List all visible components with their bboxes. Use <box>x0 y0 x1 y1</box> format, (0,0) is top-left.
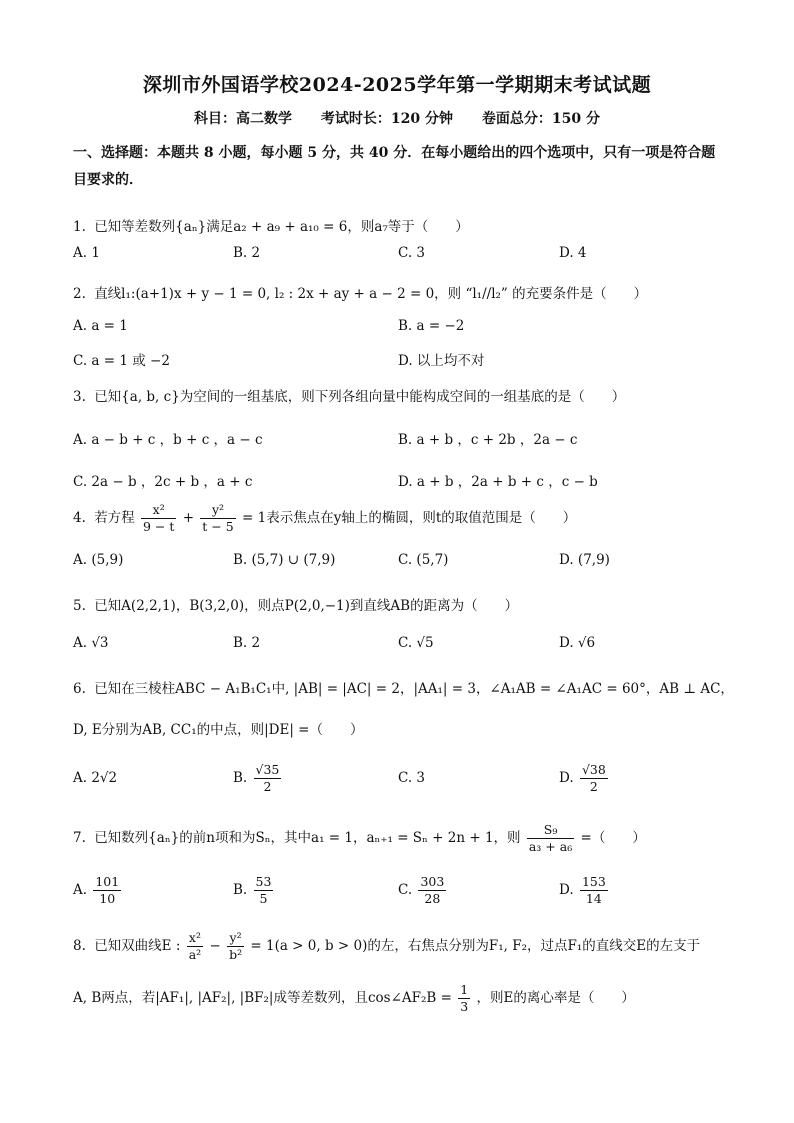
question-stem-post: = 1(a > 0, b > 0)的左，右焦点分别为F₁, F₂，过点F₁的直线交E的左支于 <box>250 938 701 954</box>
fraction-denominator: a² <box>188 947 202 962</box>
question-stem-line2-post: ，则E的离心率是（ ） <box>476 990 635 1006</box>
fraction-denominator: t − 5 <box>202 519 234 534</box>
question-stem-line2-pre: A, B两点，若|AF₁|, |AF₂|, |BF₂|成等差数列，且cos∠AF₂B = <box>73 990 452 1006</box>
question-stem-pre: 已知双曲线E : <box>94 938 181 954</box>
question-number: 7. <box>73 830 86 846</box>
fraction-numerator: S₉ <box>527 822 574 839</box>
fraction <box>254 874 274 907</box>
fraction-denominator: 2 <box>263 779 272 794</box>
question-number: 8. <box>73 938 86 954</box>
subject-label: 科目：高二数学 <box>194 111 293 127</box>
fraction-x <box>141 502 176 535</box>
option-b: B. 2 <box>233 635 261 651</box>
option-d: D. (7,9) <box>559 552 610 568</box>
question-stem-post: =（ ） <box>580 830 646 846</box>
option-c: C. a = 1 或 −2 <box>73 353 170 369</box>
question-6-options <box>73 762 723 802</box>
fraction <box>418 874 446 907</box>
question-3-options-row1 <box>73 428 723 448</box>
question-8-line2 <box>73 982 723 1015</box>
fraction-numerator: 153 <box>581 874 606 889</box>
option-c: C. (5,7) <box>398 552 449 568</box>
option-b <box>233 874 275 907</box>
option-a <box>73 874 123 907</box>
option-d <box>559 874 610 907</box>
option-d: D. 4 <box>559 245 587 261</box>
question-3-options-row2 <box>73 470 723 490</box>
question-3 <box>73 385 723 405</box>
fraction <box>580 874 608 907</box>
fraction-y <box>200 502 235 535</box>
question-number: 1. <box>73 219 86 235</box>
fraction-numerator: y² <box>227 930 244 947</box>
question-4 <box>73 502 723 535</box>
option-b <box>233 762 283 795</box>
fraction-numerator: 303 <box>420 874 445 889</box>
fraction-denominator: 10 <box>99 891 116 906</box>
option-b: B. 2 <box>233 245 261 261</box>
question-stem: 直线l₁:(a+1)x + y − 1 = 0, l₂ : 2x + ay + a − 2 = 0，则 “l₁//l₂” 的充要条件是（ ） <box>94 286 648 302</box>
question-2-options-row2 <box>73 349 723 369</box>
question-number: 2. <box>73 286 86 302</box>
fraction <box>93 874 121 907</box>
option-a: A. 1 <box>73 245 100 261</box>
option-label: D. <box>559 882 574 898</box>
option-a: A. (5,9) <box>73 552 124 568</box>
question-stem: 已知在三棱柱ABC − A₁B₁C₁中, |AB| = |AC| = 2，|AA₁| = 3，∠A₁AB = ∠A₁AC = 60°，AB ⊥ AC， <box>94 681 734 697</box>
fraction-numerator: x² <box>141 502 176 519</box>
fraction-numerator: x² <box>187 930 203 947</box>
option-b: B. a = −2 <box>398 318 465 334</box>
question-stem: 已知A(2,2,1)，B(3,2,0)，则点P(2,0,−1)到直线AB的距离为（ ） <box>94 598 519 614</box>
question-7 <box>73 822 723 855</box>
option-label: B. <box>233 882 248 898</box>
fraction-denominator: b² <box>229 947 243 962</box>
fraction-denominator: a₃ + a₆ <box>528 839 573 854</box>
option-c: C. 3 <box>398 770 426 786</box>
question-number: 6. <box>73 681 86 697</box>
option-a: A. 2√2 <box>73 770 118 786</box>
option-b: B. a + b ，c + 2b ，2a − c <box>398 432 578 448</box>
question-number: 3. <box>73 389 86 405</box>
minus-sign: − <box>209 938 221 954</box>
question-1 <box>73 215 723 235</box>
question-stem-pre: 若方程 <box>94 510 135 526</box>
question-stem-pre: 已知数列{aₙ}的前n项和为Sₙ，其中a₁ = 1，aₙ₊₁ = Sₙ + 2n + 1，则 <box>94 830 521 846</box>
option-c: C. 2a − b ，2c + b ，a + c <box>73 474 253 490</box>
question-8 <box>73 930 723 963</box>
option-d: D. a + b ，2a + b + c ，c − b <box>398 474 598 490</box>
fraction <box>527 822 574 855</box>
question-4-options <box>73 552 723 572</box>
question-7-options <box>73 874 723 914</box>
option-c: C. √5 <box>398 635 434 651</box>
fraction-numerator: 101 <box>95 874 120 889</box>
question-2-options-row1 <box>73 318 723 338</box>
fraction-numerator: √38 <box>581 762 606 777</box>
fraction-y <box>227 930 244 963</box>
duration-label: 考试时长：120 分钟 <box>320 111 453 127</box>
fraction-numerator: y² <box>200 502 235 519</box>
question-number: 5. <box>73 598 86 614</box>
fraction-denominator: 14 <box>585 891 602 906</box>
fraction-numerator: 1 <box>460 982 469 997</box>
fraction <box>254 762 282 795</box>
question-stem-post: = 1表示焦点在y轴上的椭圆，则t的取值范围是（ ） <box>242 510 577 526</box>
option-d: D. 以上均不对 <box>398 353 485 369</box>
page-title: 深圳市外国语学校2024-2025学年第一学期期末考试试题 <box>142 74 652 96</box>
question-number: 4. <box>73 510 86 526</box>
fraction-numerator: 53 <box>255 874 272 889</box>
plus-sign: + <box>182 510 194 526</box>
option-a: A. a = 1 <box>73 318 128 334</box>
option-d <box>559 762 610 795</box>
question-6-line2 <box>73 718 723 738</box>
option-c <box>398 874 448 907</box>
question-stem: 已知等差数列{aₙ}满足a₂ + a₉ + a₁₀ = 6，则a₇等于（ ） <box>94 219 469 235</box>
fraction-denominator: 9 − t <box>142 519 175 534</box>
fraction-denominator: 2 <box>589 779 598 794</box>
question-1-options <box>73 245 723 265</box>
option-d: D. √6 <box>559 635 596 651</box>
option-b: B. (5,7) ∪ (7,9) <box>233 552 336 568</box>
question-stem-line2: D, E分别为AB, CC₁的中点，则|DE| =（ ） <box>73 722 364 738</box>
fraction-numerator: √35 <box>255 762 280 777</box>
fraction <box>458 982 470 1015</box>
fraction-denominator: 5 <box>259 891 268 906</box>
question-2 <box>73 282 723 302</box>
option-label: D. <box>559 770 574 786</box>
option-a: A. √3 <box>73 635 109 651</box>
fraction <box>580 762 608 795</box>
question-6 <box>73 677 734 697</box>
option-label: B. <box>233 770 248 786</box>
fraction-denominator: 28 <box>424 891 441 906</box>
question-5-options <box>73 635 723 655</box>
section-heading: 一、选择题：本题共 8 小题，每小题 5 分，共 40 分．在每小题给出的四个选项中，只有一项是符合题目要求的． <box>73 145 716 188</box>
fraction-denominator: 3 <box>460 999 469 1014</box>
option-a: A. a − b + c ，b + c ，a − c <box>73 432 263 448</box>
total-score-label: 卷面总分：150 分 <box>481 111 600 127</box>
question-stem: 已知{a, b, c}为空间的一组基底，则下列各组向量中能构成空间的一组基底的是（ ） <box>94 389 626 405</box>
question-5 <box>73 594 723 614</box>
option-label: A. <box>73 882 88 898</box>
fraction-x <box>187 930 203 963</box>
option-c: C. 3 <box>398 245 426 261</box>
option-label: C. <box>398 882 413 898</box>
exam-info <box>0 108 794 128</box>
